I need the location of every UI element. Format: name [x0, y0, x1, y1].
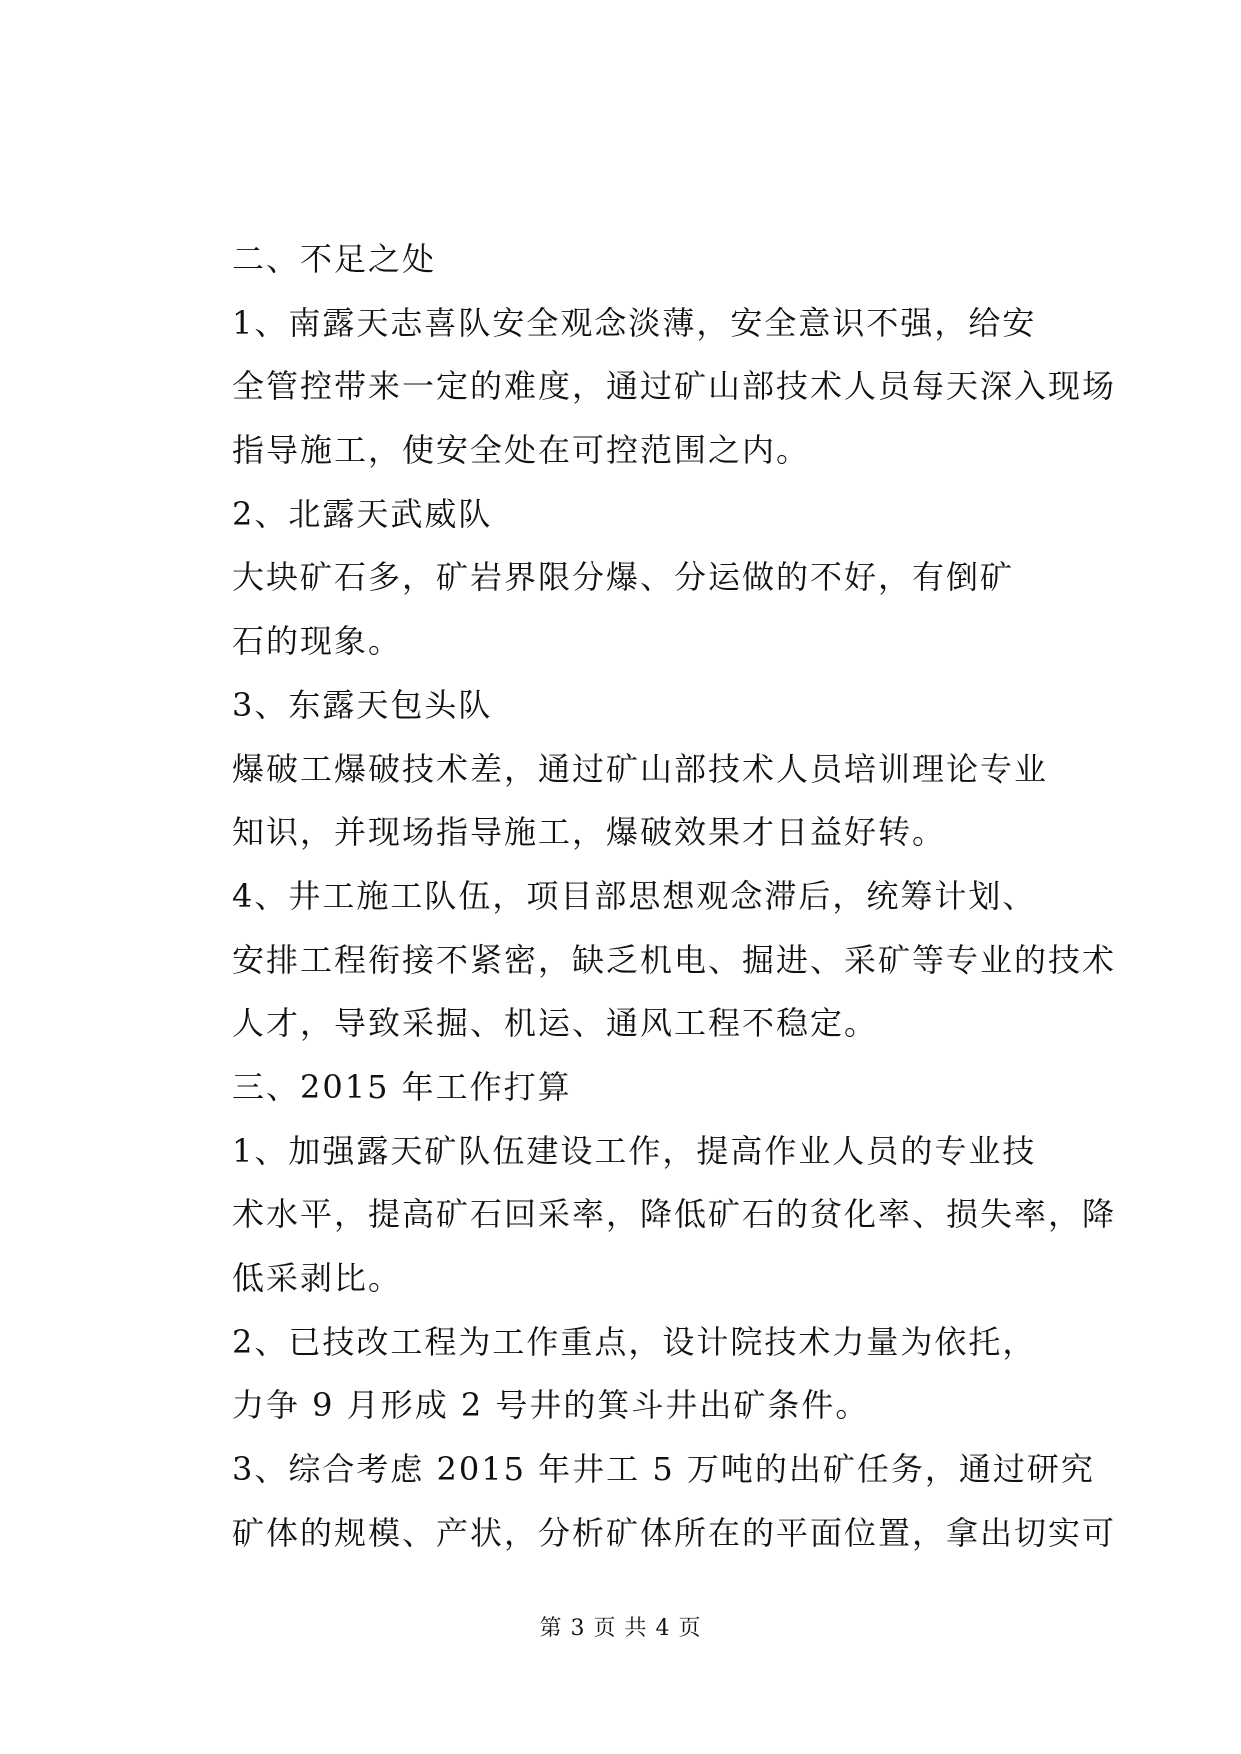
paragraph-line: 1、加强露天矿队伍建设工作，提高作业人员的专业技 [232, 1131, 1037, 1170]
paragraph-line: 3、东露天包头队 [232, 685, 493, 724]
paragraph-line: 低采剥比。 [232, 1259, 403, 1297]
paragraph-line: 3、综合考虑 2015 年井工 5 万吨的出矿任务，通过研究 [232, 1450, 1095, 1489]
document-body [232, 228, 1117, 1565]
section-heading-plan: 三、2015 年工作打算 [232, 1067, 572, 1106]
paragraph-line: 知识，并现场指导施工，爆破效果才日益好转。 [232, 813, 947, 852]
paragraph-line: 石的现象。 [232, 622, 403, 661]
paragraph-line: 术水平，提高矿石回采率，降低矿石的贫化率、损失率，降 [232, 1195, 1117, 1234]
paragraph-line: 2、北露天武威队 [232, 494, 493, 533]
paragraph-line: 全管控带来一定的难度，通过矿山部技术人员每天深入现场 [232, 367, 1117, 406]
paragraph-line: 人才，导致采掘、机运、通风工程不稳定。 [232, 1004, 879, 1043]
paragraph-line: 2、已技改工程为工作重点，设计院技术力量为依托， [232, 1322, 1037, 1361]
paragraph-line: 矿体的规模、产状，分析矿体所在的平面位置，拿出切实可 [232, 1513, 1117, 1552]
section-heading-shortcomings: 二、不足之处 [232, 240, 437, 278]
paragraph-line: 指导施工，使安全处在可控范围之内。 [232, 431, 811, 470]
paragraph-line: 4、井工施工队伍，项目部思想观念滞后，统筹计划、 [232, 876, 1037, 915]
paragraph-line: 爆破工爆破技术差，通过矿山部技术人员培训理论专业 [232, 749, 1049, 788]
paragraph-line: 大块矿石多，矿岩界限分爆、分运做的不好，有倒矿 [232, 558, 1015, 597]
page-footer: 第 3 页 共 4 页 [539, 1616, 702, 1641]
paragraph-line: 力争 9 月形成 2 号井的箕斗井出矿条件。 [232, 1386, 870, 1425]
paragraph-line: 安排工程衔接不紧密，缺乏机电、掘进、采矿等专业的技术 [232, 940, 1117, 979]
paragraph-line: 1、南露天志喜队安全观念淡薄，安全意识不强，给安 [232, 303, 1037, 342]
